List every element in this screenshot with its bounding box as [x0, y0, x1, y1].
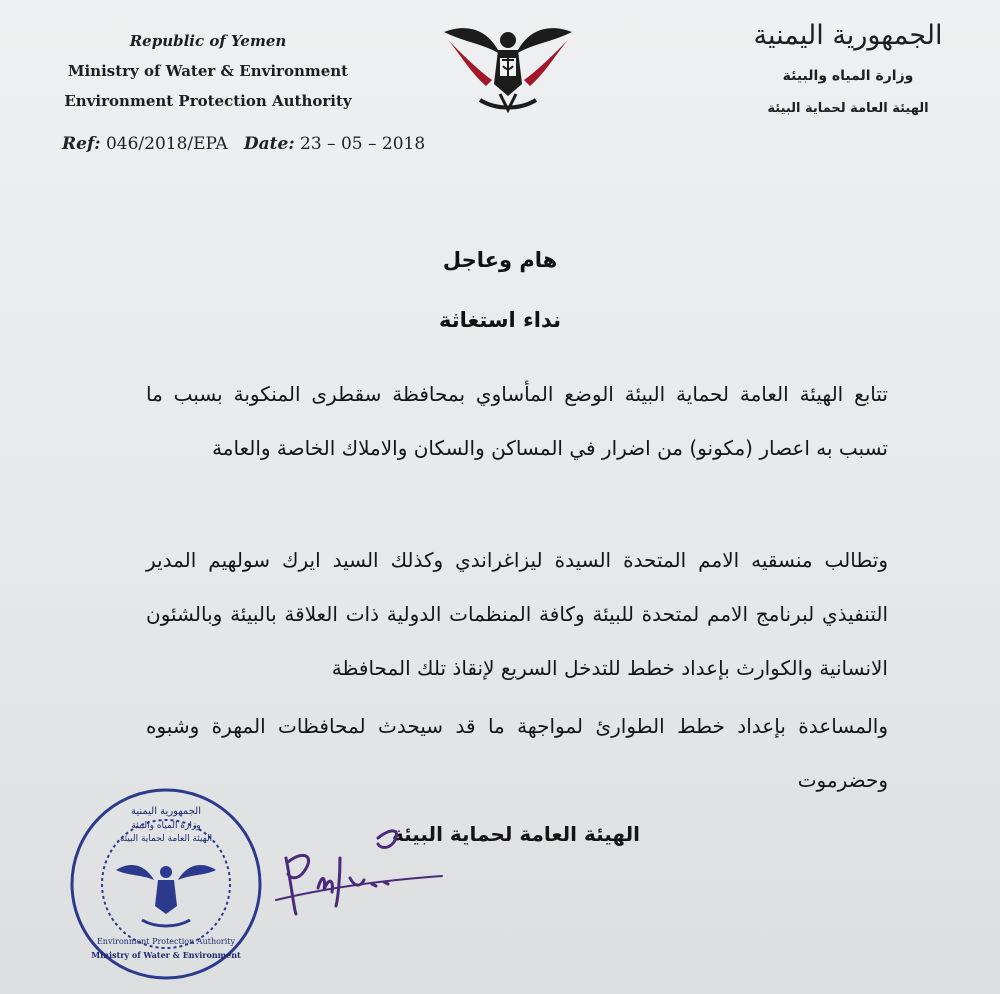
- urgent-title: هام وعاجل: [442, 248, 558, 272]
- stamp-en-arc1: Environment Protection Authority: [96, 937, 236, 946]
- header-en-republic: Republic of Yemen: [129, 32, 287, 50]
- header-ar-republic: الجمهورية اليمنية: [753, 20, 943, 51]
- body-paragraph-2: وتطالب منسقيه الامم المتحدة السيدة ليزاغراندي وكذلك السيد ايرك سولهيم المدير التنفيذي لبرنامج الامم لمتحدة للبيئة وكافة المنظمات الدولية ذات العلاقة بالبيئة وبالشئون الانسانية والكوارث بإعداد خطط للتدخل السريع لإنقاذ تلك المحافظة: [146, 548, 888, 680]
- stamp-seal-icon: [66, 784, 266, 984]
- header-ar-authority: الهيئة العامة لحماية البيئة: [767, 101, 929, 116]
- header-en-ministry: Ministry of Water & Environment: [67, 62, 349, 80]
- ref-label: Ref:: [62, 134, 101, 154]
- stamp-en-arc2: Ministry of Water & Environment: [91, 950, 241, 960]
- date-label: Date:: [243, 134, 295, 154]
- body-paragraph-3: والمساعدة بإعداد خطط الطوارئ لمواجهة ما قد سيحدث لمحافظات المهرة وشبوه وحضرموت: [146, 714, 888, 792]
- date-value: 23 – 05 – 2018: [300, 134, 426, 154]
- appeal-title: نداء استغاثة: [438, 308, 562, 332]
- reference-line: [62, 134, 425, 154]
- signature-organization: الهيئة العامة لحماية البيئة: [391, 822, 640, 846]
- yemen-eagle-emblem-icon: [440, 14, 576, 114]
- stamp-ar-low: الهيئة العامة لحماية البيئة: [119, 834, 213, 844]
- header-en-authority: Environment Protection Authority: [64, 92, 352, 110]
- handwritten-signature-icon: [266, 818, 446, 928]
- header-ar-ministry: وزارة المياه والبيئة: [782, 68, 914, 84]
- header-english: [58, 26, 358, 116]
- stamp-ar-top: الجمهورية اليمنية: [130, 806, 202, 817]
- ref-value: 046/2018/EPA: [105, 134, 228, 154]
- body-paragraph-1: تتابع الهيئة العامة لحماية البيئة الوضع المأساوي بمحافظة سقطرى المنكوبة بسبب ما تسبب به اعصار (مكونو) من اضرار في المساكن والسكان والاملاك الخاصة والعامة: [146, 382, 888, 460]
- header-arabic: [728, 14, 968, 124]
- stamp-ar-mid: وزارة المياه والبيئة: [131, 821, 201, 831]
